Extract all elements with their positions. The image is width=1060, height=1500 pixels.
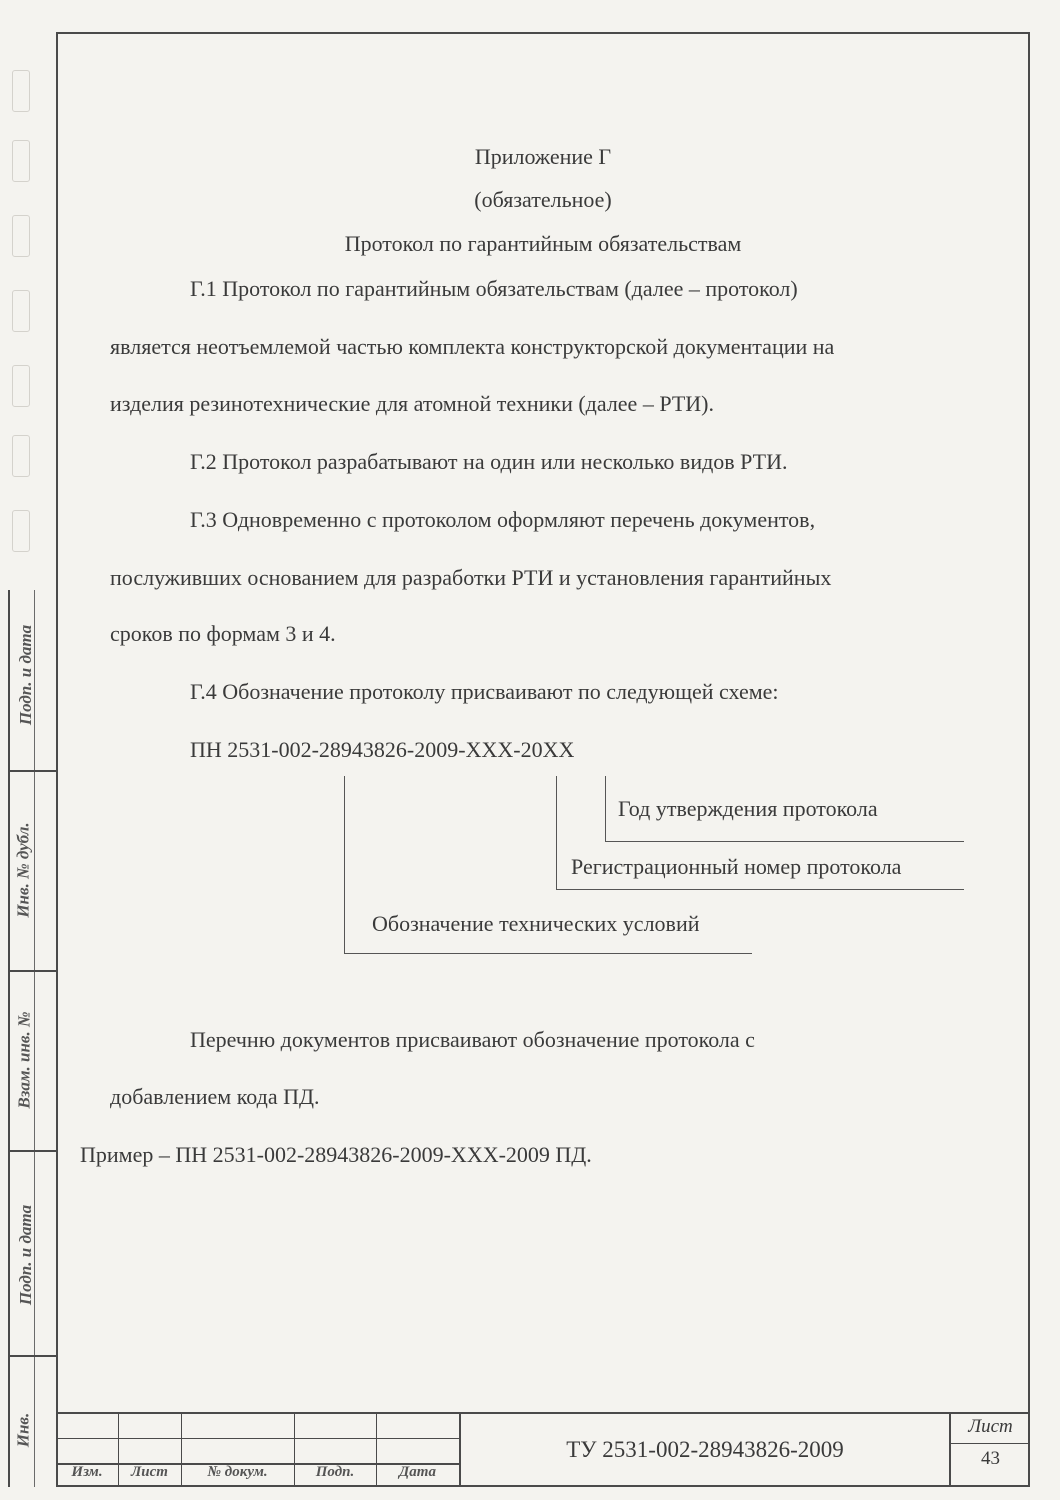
side-label-sign-date-1: Подп. и дата bbox=[16, 624, 36, 726]
scheme-label-reg: Регистрационный номер протокола bbox=[571, 854, 902, 879]
title-block-col-podp: Подп. bbox=[315, 1464, 355, 1480]
closing-line1: Перечню документов присваивают обозначение протокола с bbox=[190, 1027, 755, 1052]
paragraph-g1-line3: изделия резинотехнические для атомной техники (далее – РТИ). bbox=[110, 391, 714, 416]
paragraph-g2: Г.2 Протокол разрабатывают на один или несколько видов РТИ. bbox=[190, 449, 788, 474]
title-block-col-izm: Изм. bbox=[71, 1464, 103, 1480]
appendix-title: Приложение Г bbox=[474, 144, 612, 169]
title-block-sheet-label: Лист bbox=[968, 1416, 1013, 1437]
paragraph-g3-line3: сроков по формам 3 и 4. bbox=[110, 621, 336, 646]
scheme-line-reg-horizontal bbox=[556, 889, 964, 890]
scheme-line-tu-vertical bbox=[344, 776, 345, 954]
side-label-inv: Инв. bbox=[13, 1412, 33, 1448]
scheme-code: ПН 2531-002-28943826-2009-XXX-20XX bbox=[190, 737, 575, 762]
side-stamp-strip bbox=[8, 590, 56, 1487]
paragraph-g1-line2: является неотъемлемой частью комплекта конструкторской документации на bbox=[110, 334, 835, 359]
scheme-line-reg-vertical bbox=[556, 776, 557, 890]
appendix-status: (обязательное) bbox=[474, 187, 612, 212]
side-label-sign-date-2: Подп. и дата bbox=[16, 1204, 36, 1306]
title-block bbox=[56, 1412, 1030, 1487]
side-label-replace-inv: Взам. инв. № bbox=[14, 1011, 34, 1109]
appendix-heading: Протокол по гарантийным обязательствам bbox=[344, 231, 742, 256]
closing-line2: добавлением кода ПД. bbox=[110, 1084, 320, 1109]
title-block-doc-code: ТУ 2531-002-28943826-2009 bbox=[566, 1437, 844, 1462]
title-block-col-doc: № докум. bbox=[207, 1464, 268, 1480]
scheme-label-tu: Обозначение технических условий bbox=[372, 911, 700, 936]
scheme-line-year-vertical bbox=[605, 776, 606, 842]
scheme-line-tu-horizontal bbox=[344, 953, 752, 954]
paragraph-g3-line1: Г.3 Одновременно с протоколом оформляют перечень документов, bbox=[190, 507, 816, 532]
scheme-label-year: Год утверждения протокола bbox=[618, 796, 878, 821]
side-label-dup-inv: Инв. № дубл. bbox=[13, 822, 33, 918]
paragraph-g4: Г.4 Обозначение протоколу присваивают по следующей схеме: bbox=[190, 679, 779, 704]
example-line: Пример – ПН 2531-002-28943826-2009-XXX-2009 ПД. bbox=[80, 1142, 592, 1167]
paragraph-g1-line1: Г.1 Протокол по гарантийным обязательствам (далее – протокол) bbox=[190, 276, 798, 301]
paragraph-g3-line2: послуживших основанием для разработки РТИ и установления гарантийных bbox=[110, 565, 832, 590]
title-block-col-date: Дата bbox=[399, 1464, 436, 1480]
title-block-col-list: Лист bbox=[131, 1464, 168, 1480]
title-block-sheet-box bbox=[949, 1412, 1030, 1487]
title-block-sheet-number: 43 bbox=[951, 1443, 1030, 1470]
scheme-line-year-horizontal bbox=[605, 841, 964, 842]
